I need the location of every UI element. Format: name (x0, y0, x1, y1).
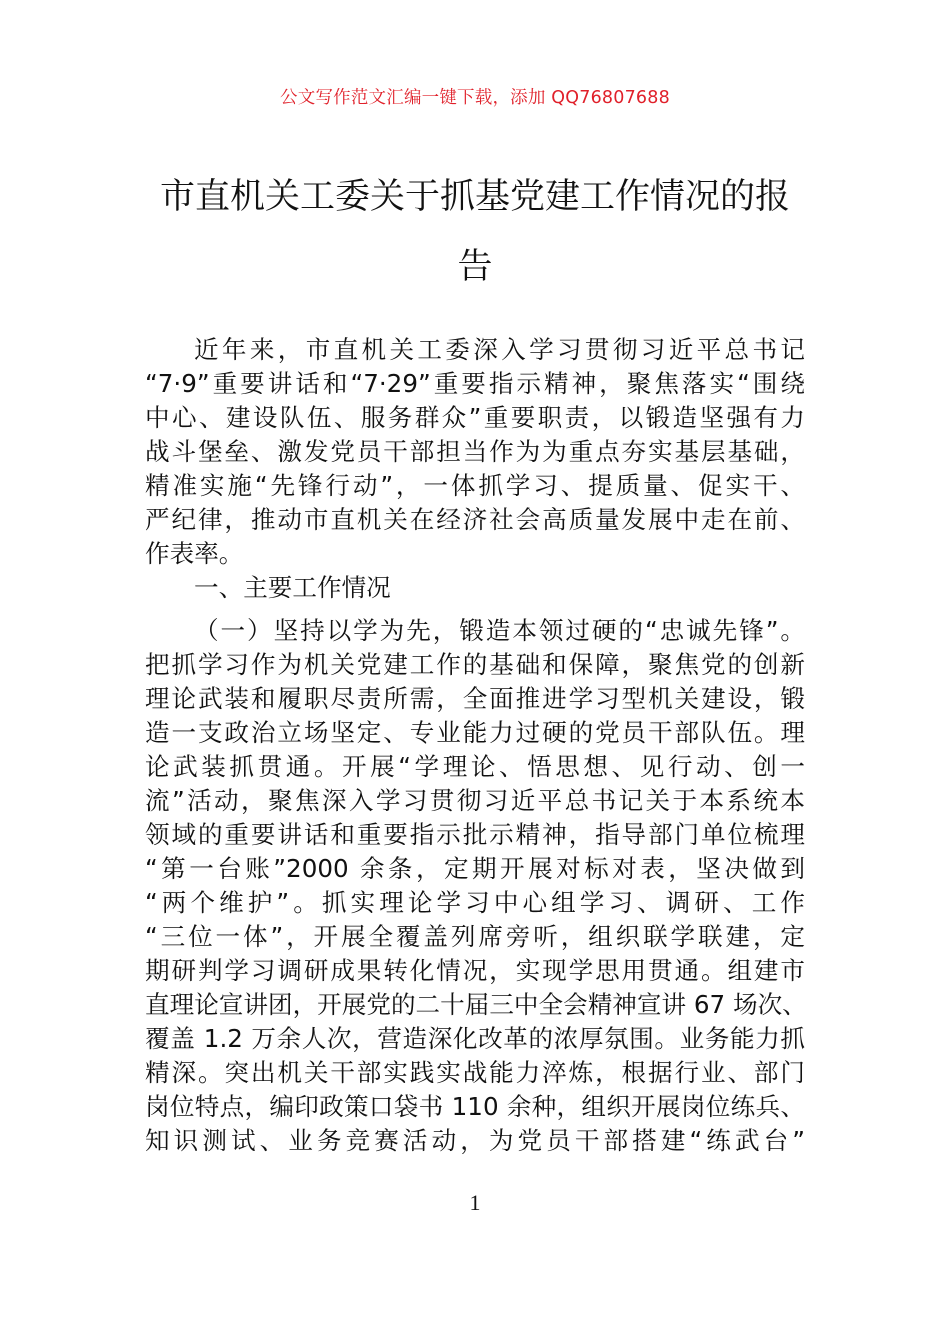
paragraph-line: “7·9”重要讲话和“7·29”重要指示精神，聚焦落实“围绕 (145, 369, 805, 398)
section-heading: 一、主要工作情况 (194, 573, 391, 602)
paragraph-line: 覆盖 1.2 万余人次，营造深化改革的浓厚氛围。业务能力抓 (145, 1024, 805, 1053)
paragraph-line: 作表率。 (145, 539, 244, 568)
paragraph-line: 近年来，市直机关工委深入学习贯彻习近平总书记 (194, 335, 805, 364)
paragraph-line: 流”活动，聚焦深入学习贯彻习近平总书记关于本系统本 (145, 786, 805, 815)
paragraph-line: 期研判学习调研成果转化情况，实现学思用贯通。组建市 (145, 956, 805, 985)
paragraph-line: 论武装抓贯通。开展“学理论、悟思想、见行动、创一 (145, 752, 805, 781)
page-number: 1 (469, 1190, 481, 1215)
paragraph-line: 战斗堡垒、激发党员干部担当作为为重点夯实基层基础， (145, 437, 805, 466)
paragraph-line: 把抓学习作为机关党建工作的基础和保障，聚焦党的创新 (145, 650, 805, 679)
paragraph-line: 精深。突出机关干部实践实战能力淬炼，根据行业、部门 (145, 1058, 805, 1087)
paragraph-line: “第一台账”2000 余条，定期开展对标对表，坚决做到 (145, 854, 805, 883)
paragraph-line: 理论武装和履职尽责所需，全面推进学习型机关建设，锻 (145, 684, 805, 713)
paragraph-line: 岗位特点，编印政策口袋书 110 余种，组织开展岗位练兵、 (145, 1092, 805, 1121)
paragraph-line: “三位一体”，开展全覆盖列席旁听，组织联学联建，定 (145, 922, 805, 951)
header-ad-text: 公文写作范文汇编一键下载，添加 QQ76807688 (280, 88, 670, 108)
paragraph-line: 精准实施“先锋行动”，一体抓学习、提质量、促实干、 (145, 471, 805, 500)
header-ad-banner[interactable] (0, 86, 950, 110)
document-title-line-2: 告 (457, 247, 493, 287)
paragraph-line: 知识测试、业务竞赛活动，为党员干部搭建“练武台” (145, 1126, 805, 1155)
paragraph-line: 造一支政治立场坚定、专业能力过硬的党员干部队伍。理 (145, 718, 805, 747)
subsection-heading: （一）坚持以学为先，锻造本领过硬的“忠诚先锋”。 (194, 616, 805, 645)
paragraph-line: 中心、建设队伍、服务群众”重要职责，以锻造坚强有力 (145, 403, 805, 432)
paragraph-line: “两个维护”。抓实理论学习中心组学习、调研、工作 (145, 888, 805, 917)
document-title-line-1: 市直机关工委关于抓基党建工作情况的报 (159, 177, 790, 217)
paragraph-line: 直理论宣讲团，开展党的二十届三中全会精神宣讲 67 场次、 (145, 990, 807, 1019)
paragraph-line: 严纪律，推动市直机关在经济社会高质量发展中走在前、 (145, 505, 805, 534)
paragraph-line: 领域的重要讲话和重要指示批示精神，指导部门单位梳理 (145, 820, 805, 849)
